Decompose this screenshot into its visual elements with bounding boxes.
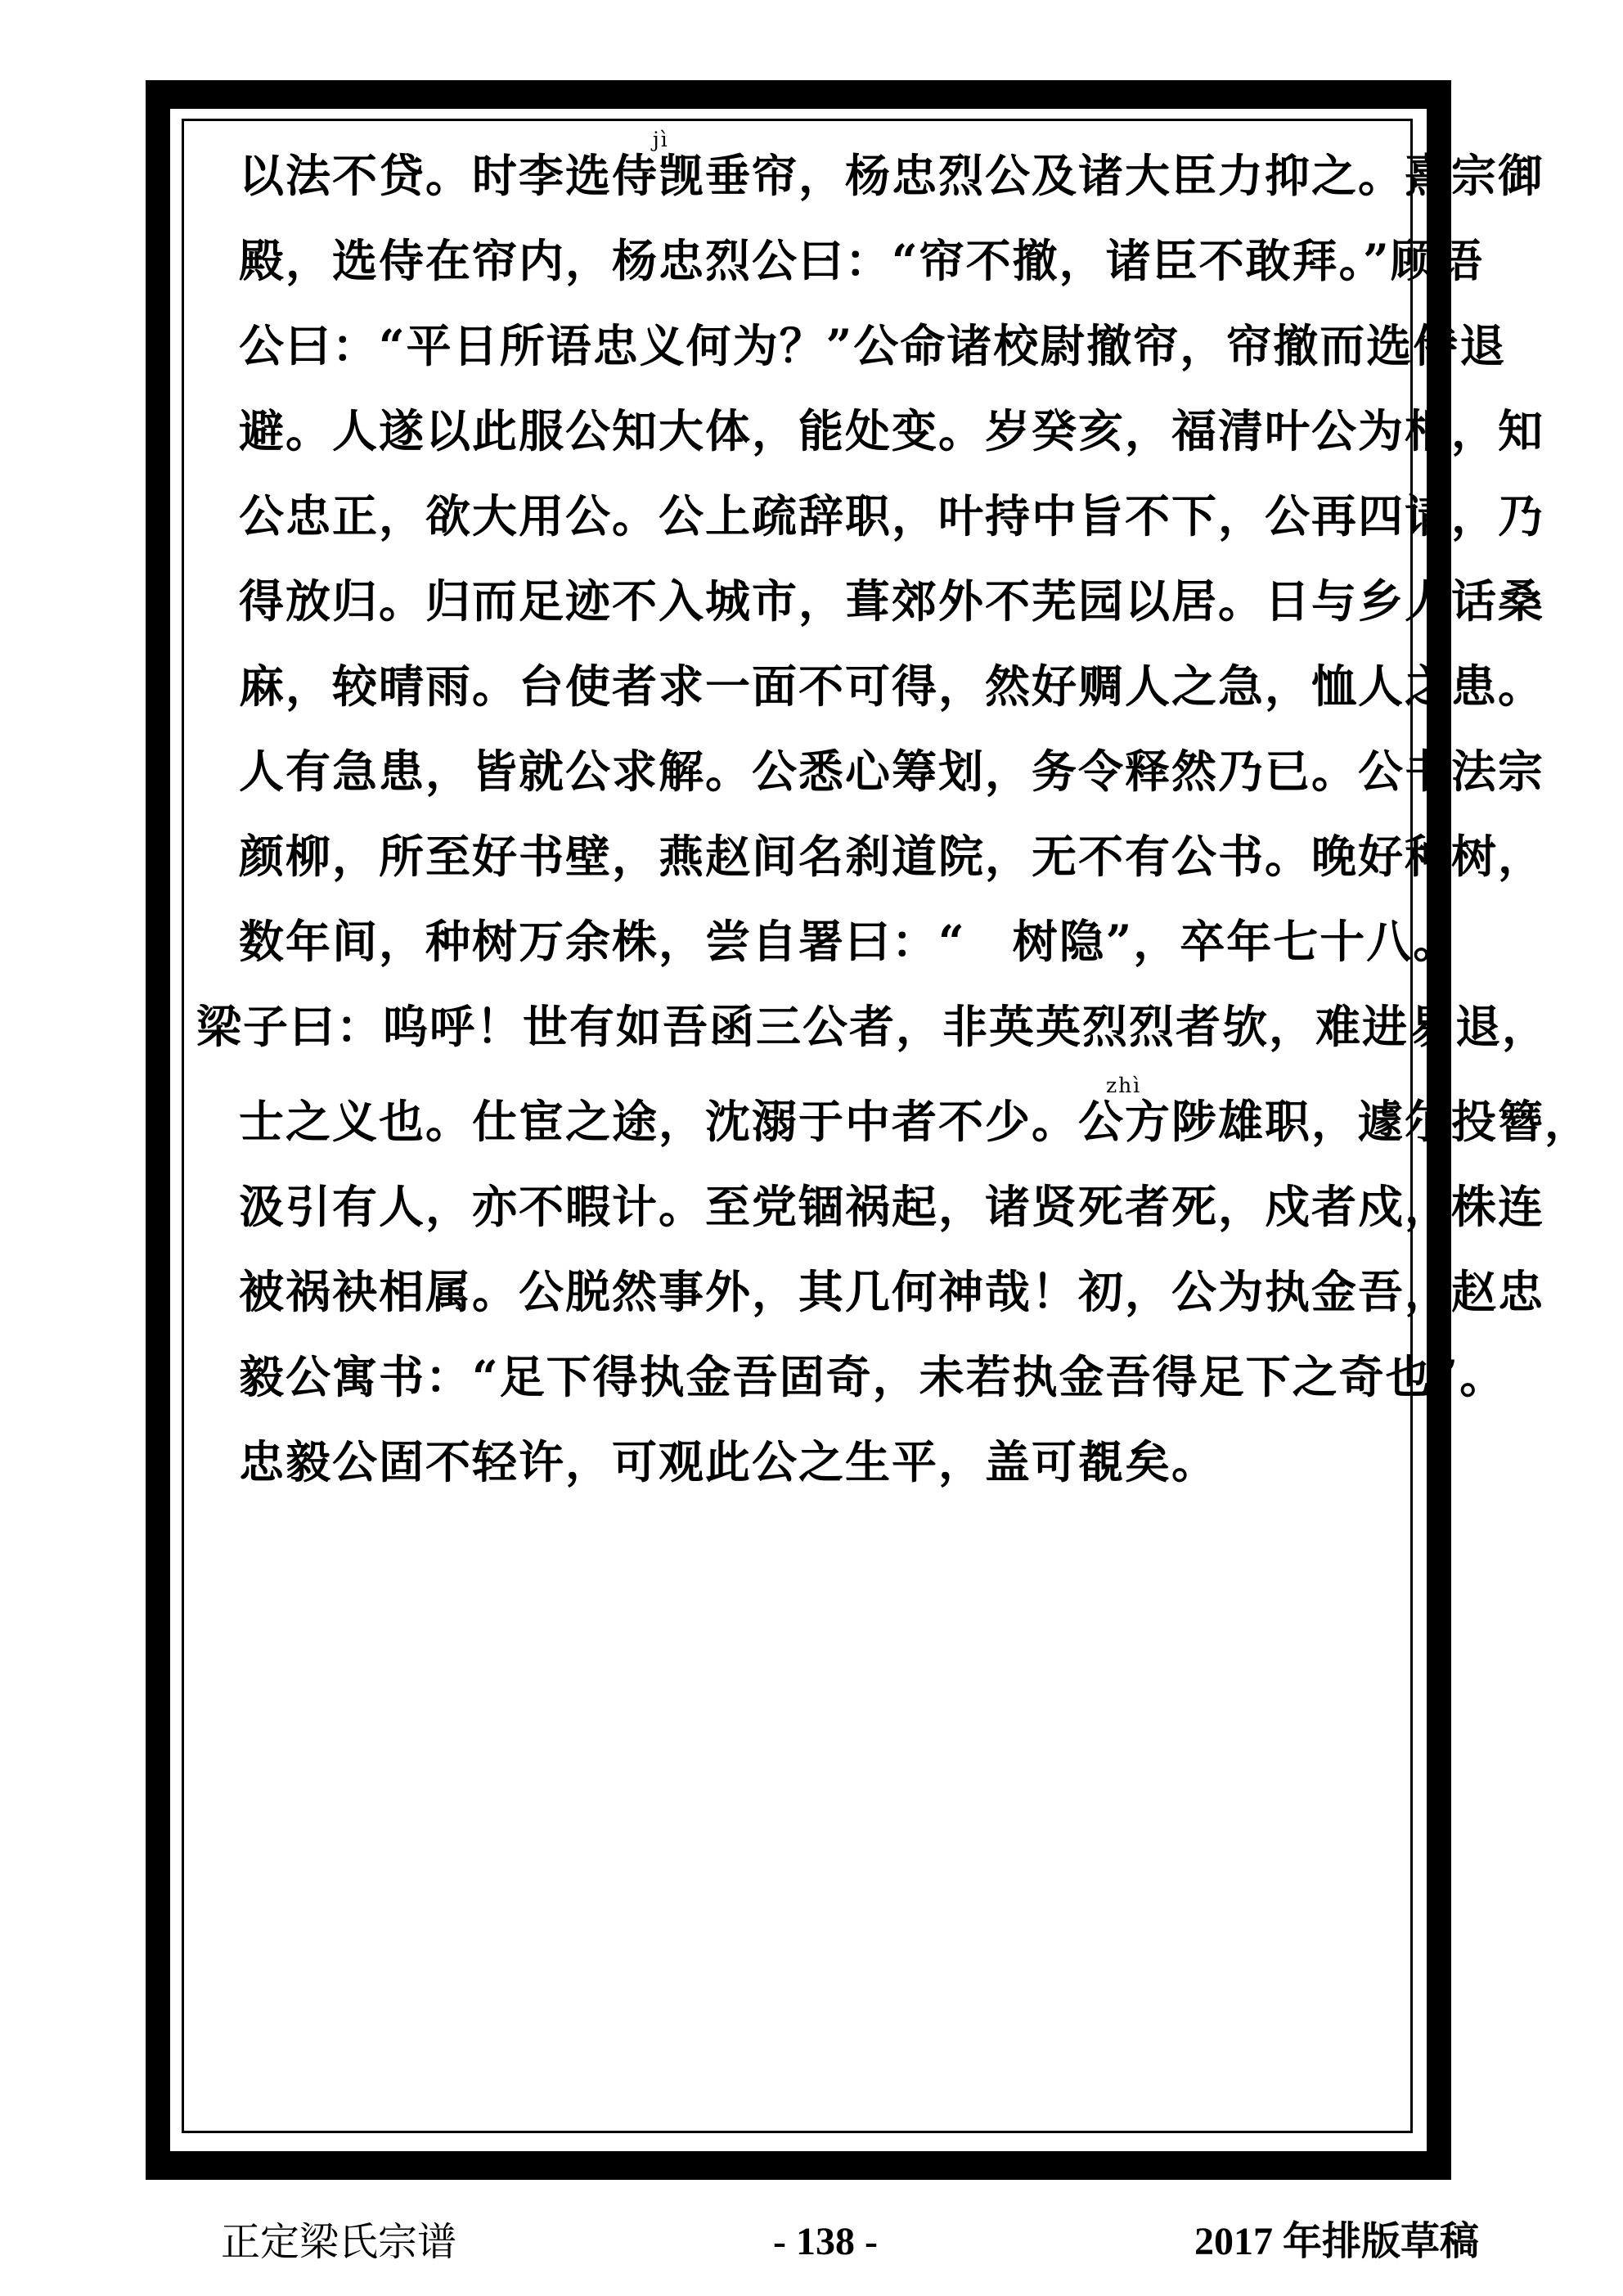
text-line: 殿，选侍在帘内，杨忠烈公曰：“帘不撤，诸臣不敢拜。”顾语	[239, 234, 1484, 287]
footer-book-title: 正定梁氏宗谱	[221, 2219, 457, 2265]
text-line: 汲引有人，亦不暇计。至党锢祸起，诸贤死者死，戍者戍，株连	[239, 1180, 1545, 1233]
pinyin-annotation: zhì	[1106, 1074, 1142, 1097]
text-line: 人有急患，皆就公求解。公悉心筹划，务令释然乃已。公书法宗	[239, 745, 1545, 798]
pinyin-annotation: jì	[653, 128, 669, 151]
text-line: zhì 士之义也。仕宦之途，沈溺于中者不少。公方陟雄职，遽尔投簪，	[239, 1074, 1592, 1148]
text-line: 数年间，种树万余株，尝自署曰：“ 树隐”，卒年七十八。	[239, 915, 1460, 968]
text-line: 毅公寓书：“足下得执金吾固奇，未若执金吾得足下之奇也”。	[239, 1350, 1507, 1403]
text-line: 公曰：“平日所语忠义何为？”公命诸校尉撤帘，帘撤而选侍退	[239, 319, 1507, 372]
genealogy-text	[196, 128, 1592, 1519]
text-line: 公忠正，欲大用公。公上疏辞职，叶持中旨不下，公再四请，乃	[239, 489, 1545, 542]
footer-page-number: - 138 -	[773, 2220, 878, 2263]
text-line: 被祸袂相属。公脱然事外，其几何神哉！初，公为执金吾，赵忠	[239, 1265, 1545, 1318]
text-line: 得放归。归而足迹不入城市，葺郊外不芜园以居。日与乡人话桑	[239, 574, 1545, 628]
text-line: 颜柳，所至好书壁，燕赵间名刹道院，无不有公书。晚好种树，	[239, 830, 1545, 883]
commentary-heading-line: 梁子曰：呜呼！世有如吾函三公者，非英英烈烈者欤，难进易退，	[196, 1000, 1549, 1053]
footer-draft-note: 2017 年排版草稿	[1194, 2220, 1480, 2263]
text-line: 避。人遂以此服公知大体，能处变。岁癸亥，福清叶公为相，知	[239, 404, 1545, 457]
text-line: 麻，较晴雨。台使者求一面不可得，然好赒人之急，恤人之患。	[239, 660, 1545, 713]
text-line: jì 以法不贷。时李选侍觊垂帘，杨忠烈公及诸大臣力抑之。熹宗御	[239, 128, 1545, 202]
text-line: 忠毅公固不轻许，可观此公之生平，盖可覩矣。	[239, 1435, 1219, 1488]
